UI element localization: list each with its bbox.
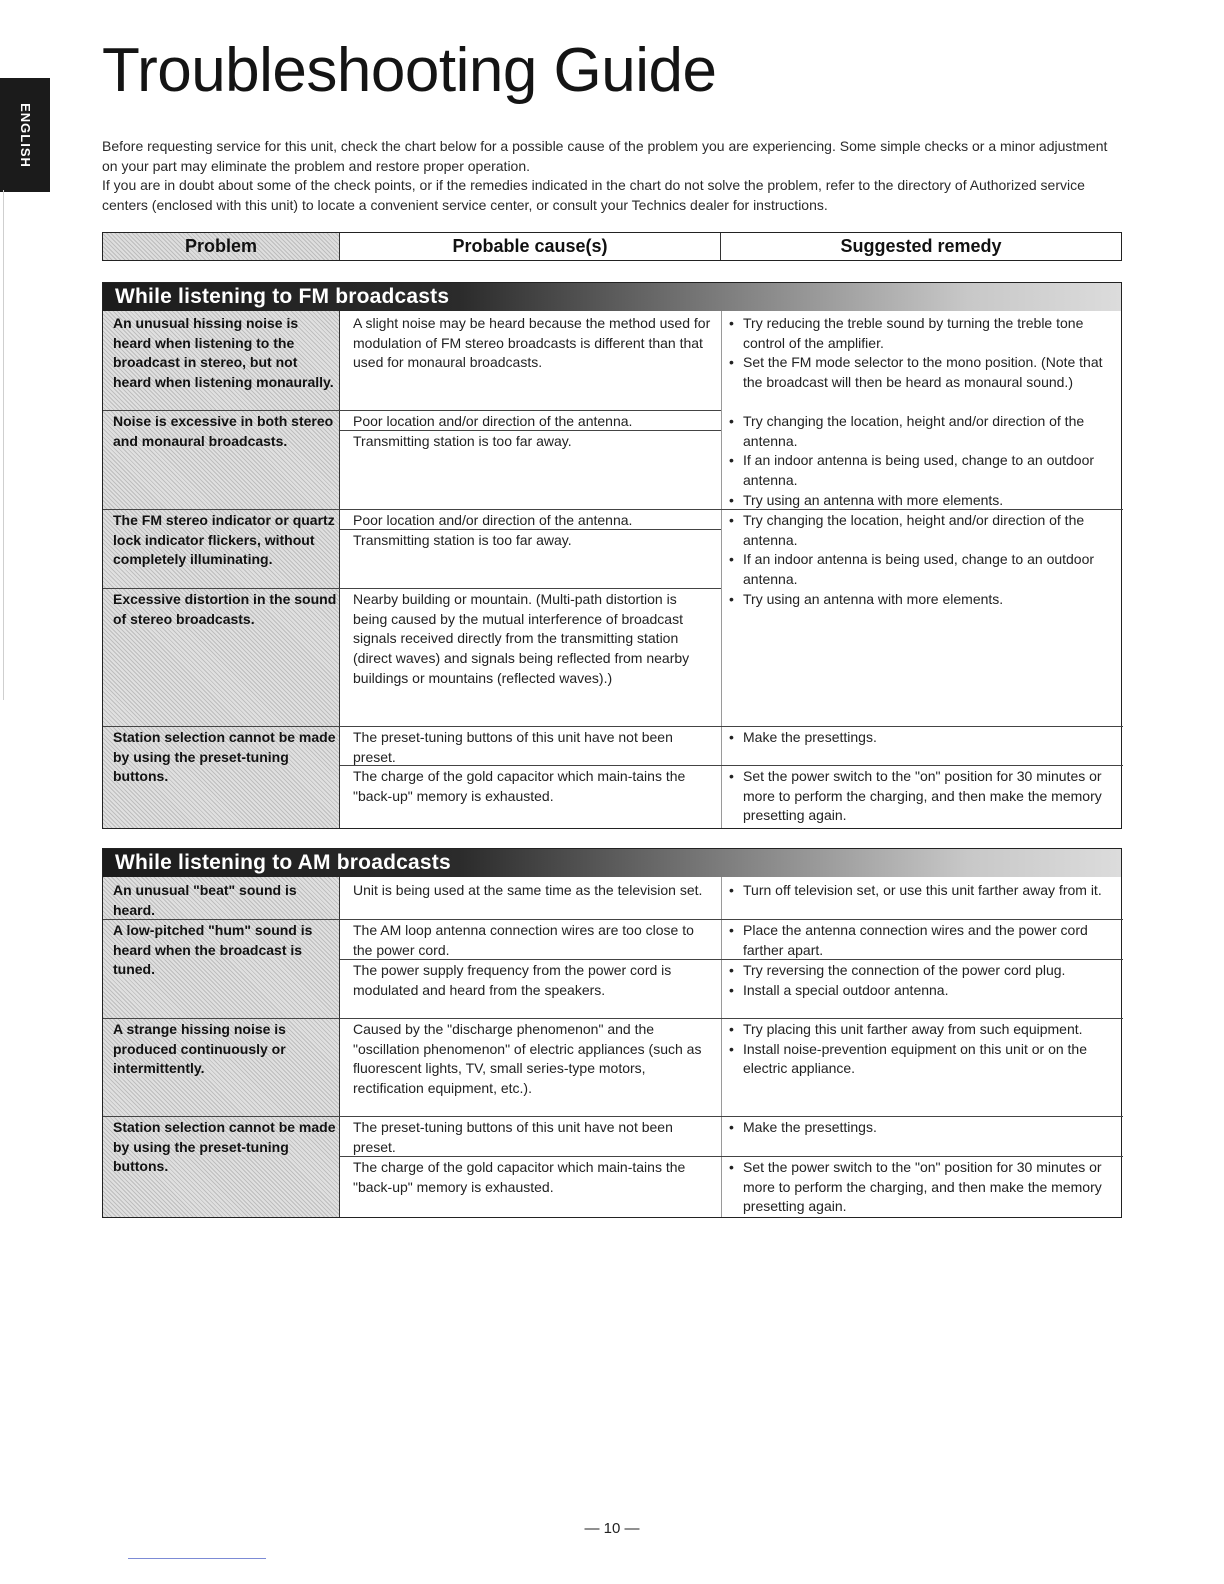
cause-text: Transmitting station is too far away. [353, 433, 572, 449]
remedy-list [727, 1158, 1115, 1217]
column-header-problem: Problem [103, 233, 340, 260]
cause-text: The preset-tuning buttons of this unit have not been preset. [353, 729, 673, 765]
problem-text: A strange hissing noise is produced continuously or intermittently. [113, 1021, 286, 1077]
remedy-list [727, 921, 1115, 960]
edge-line [3, 190, 4, 700]
remedy-item: • Set the power switch to the "on" position for 30 minutes or more to perform the charging, and then make the memory presetting again. [727, 767, 1115, 826]
column-header-cause: Probable cause(s) [340, 233, 721, 260]
remedy-list [727, 881, 1115, 901]
remedy-item: • Make the presettings. [727, 1118, 1115, 1138]
remedy-item: • Try changing the location, height and/or direction of the antenna. [727, 511, 1115, 550]
row-divider [103, 1018, 1123, 1019]
cause-text: Caused by the "discharge phenomenon" and the "oscillation phenomenon" of electric appliances (such as fluorescent lights, TV, small series-type motors, rectification equipment, etc.). [353, 1021, 702, 1097]
remedy-list [727, 511, 1115, 610]
remedy-item: • Install a special outdoor antenna. [727, 981, 1115, 1001]
cause-text: The charge of the gold capacitor which main-tains the "back-up" memory is exhausted. [353, 768, 686, 804]
fm-section [102, 282, 1122, 829]
remedy-list [727, 728, 1115, 748]
column-header-row [102, 232, 1122, 261]
problem-text: An unusual hissing noise is heard when listening to the broadcast in stereo, but not heard when listening monaurally. [113, 315, 334, 391]
row-divider [340, 410, 721, 411]
intro-paragraph-2: If you are in doubt about some of the check points, or if the remedies indicated in the chart do not solve the problem, refer to the directory of Authorized service centers (enclosed with this unit) to locate a convenient service center, or consult your Technics dealer for instructions. [102, 177, 1085, 213]
remedy-item: • Try reducing the treble sound by turning the treble tone control of the amplifier. [727, 314, 1115, 353]
remedy-item: • If an indoor antenna is being used, change to an outdoor antenna. [727, 550, 1115, 589]
fm-section-header [103, 283, 1121, 311]
remedy-item: • Set the FM mode selector to the mono position. (Note that the broadcast will then be heard as monaural sound.) [727, 353, 1115, 392]
cause-text: The charge of the gold capacitor which main-tains the "back-up" memory is exhausted. [353, 1159, 686, 1195]
problem-text: Excessive distortion in the sound of stereo broadcasts. [113, 591, 337, 627]
fm-section-title: While listening to FM broadcasts [115, 285, 450, 308]
cause-text: Unit is being used at the same time as the television set. [353, 882, 703, 898]
cause-text: A slight noise may be heard because the method used for modulation of FM stereo broadcasts is different than that used for monaural broadcasts. [353, 315, 711, 371]
remedy-item: • Try placing this unit farther away from such equipment. [727, 1020, 1115, 1040]
column-divider [721, 877, 722, 1217]
cause-text: The power supply frequency from the power cord is modulated and heard from the speakers. [353, 962, 672, 998]
row-divider [103, 410, 340, 411]
problem-text: Station selection cannot be made by using the preset-tuning buttons. [113, 1119, 336, 1175]
remedy-list [727, 314, 1115, 393]
remedy-item: • Set the power switch to the "on" position for 30 minutes or more to perform the charging, and then make the memory presetting again. [727, 1158, 1115, 1217]
cause-text: Nearby building or mountain. (Multi-path distortion is being caused by the mutual interference of broadcast signals received directly from the transmitting station (direct waves) and signals being reflected from nearby buildings or mountains (reflected waves).) [353, 591, 690, 686]
remedy-item: • Try using an antenna with more elements. [727, 590, 1115, 610]
cause-text: Poor location and/or direction of the antenna. [353, 413, 633, 429]
am-section-title: While listening to AM broadcasts [115, 851, 451, 874]
page-title: Troubleshooting Guide [102, 36, 717, 105]
column-divider [721, 311, 722, 828]
problem-text: A low-pitched "hum" sound is heard when the broadcast is tuned. [113, 922, 313, 978]
problem-text: Station selection cannot be made by using the preset-tuning buttons. [113, 729, 336, 785]
problem-text: An unusual "beat" sound is heard. [113, 882, 297, 918]
cause-text: Poor location and/or direction of the antenna. [353, 512, 633, 528]
language-tab-label: ENGLISH [17, 102, 33, 168]
row-divider [103, 1116, 1123, 1117]
intro-text [102, 137, 1122, 215]
remedy-list [727, 1020, 1115, 1079]
page-number: — 10 — [584, 1520, 640, 1537]
footer-rule [128, 1558, 266, 1559]
remedy-item: • If an indoor antenna is being used, change to an outdoor antenna. [727, 451, 1115, 490]
remedy-list [727, 767, 1115, 826]
row-divider [103, 588, 721, 589]
cause-text: The preset-tuning buttons of this unit have not been preset. [353, 1119, 673, 1155]
row-divider [103, 726, 1123, 727]
remedy-list [727, 961, 1115, 1000]
am-section-header [103, 849, 1121, 877]
intro-paragraph-1: Before requesting service for this unit, check the chart below for a possible cause of the problem you are experiencing. Some simple checks or a minor adjustment on your part may eliminate the problem and restore proper operation. [102, 138, 1108, 174]
remedy-item: • Try using an antenna with more elements. [727, 491, 1115, 511]
am-section [102, 848, 1122, 1218]
problem-text: Noise is excessive in both stereo and monaural broadcasts. [113, 413, 334, 449]
remedy-item: • Try changing the location, height and/or direction of the antenna. [727, 412, 1115, 451]
cause-text: Transmitting station is too far away. [353, 532, 572, 548]
remedy-item: • Make the presettings. [727, 728, 1115, 748]
remedy-item: • Place the antenna connection wires and the power cord farther apart. [727, 921, 1115, 960]
column-header-remedy: Suggested remedy [840, 236, 1002, 256]
cause-text: The AM loop antenna connection wires are too close to the power cord. [353, 922, 694, 958]
problem-text: The FM stereo indicator or quartz lock indicator flickers, without completely illuminating. [113, 512, 335, 568]
remedy-list [727, 1118, 1115, 1138]
remedy-item: • Turn off television set, or use this unit farther away from it. [727, 881, 1115, 901]
remedy-list [727, 412, 1115, 511]
language-tab [0, 78, 50, 192]
remedy-item: • Try reversing the connection of the power cord plug. [727, 961, 1115, 981]
remedy-item: • Install noise-prevention equipment on this unit or on the electric appliance. [727, 1040, 1115, 1079]
